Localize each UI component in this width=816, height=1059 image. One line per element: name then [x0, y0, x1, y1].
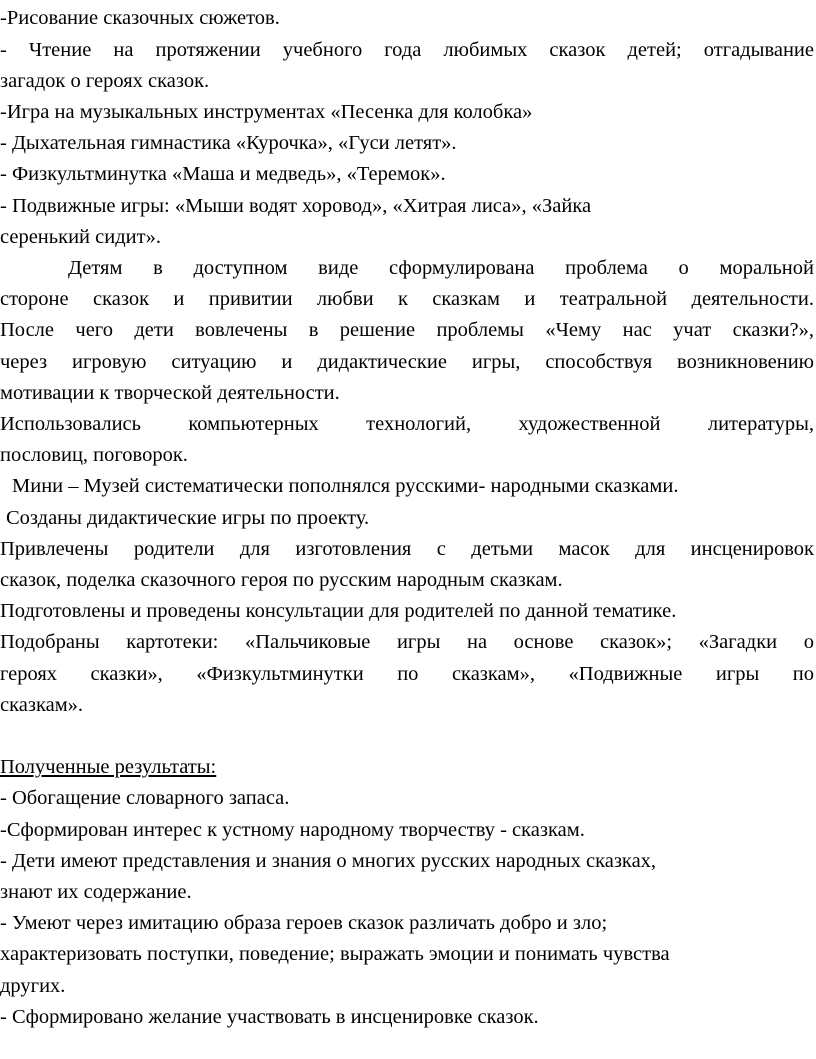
text-line: - Подвижные игры: «Мыши водят хоровод», «Хитрая лиса», «Зайка — [0, 195, 592, 217]
text-line: через игровую ситуацию и дидактические игры, способствуя возникновению — [0, 351, 814, 373]
text-line: характеризовать поступки, поведение; выражать эмоции и понимать чувства — [0, 943, 670, 965]
text-line: - Обогащение словарного запаса. — [0, 787, 290, 809]
text-line: других. — [0, 975, 66, 997]
text-line: Подобраны картотеки: «Пальчиковые игры на основе сказок»; «Загадки о — [0, 631, 814, 653]
text-line: героях сказки», «Физкультминутки по сказкам», «Подвижные игры по — [0, 663, 814, 685]
text-line: - Умеют через имитацию образа героев сказок различать добро и зло; — [0, 912, 608, 934]
text-line: знают их содержание. — [0, 881, 192, 903]
text-line: -Сформирован интерес к устному народному творчеству - сказкам. — [0, 819, 585, 841]
text-line: серенький сидит». — [0, 226, 161, 248]
text-line: загадок о героях сказок. — [0, 70, 210, 92]
text-line: - Дыхательная гимнастика «Курочка», «Гуси летят». — [0, 132, 457, 154]
text-line: Детям в доступном виде сформулирована проблема о моральной — [68, 257, 814, 279]
text-line: -Игра на музыкальных инструментах «Песенка для колобка» — [0, 101, 533, 123]
text-line: - Чтение на протяжении учебного года любимых сказок детей; отгадывание — [0, 39, 814, 61]
text-line: Подготовлены и проведены консультации для родителей по данной тематике. — [0, 600, 677, 622]
text-line: сказкам». — [0, 694, 84, 716]
text-line: мотивации к творческой деятельности. — [0, 382, 340, 404]
text-line: Использовались компьютерных технологий, художественной литературы, — [0, 413, 814, 435]
text-line: - Сформировано желание участвовать в инсценировке сказок. — [0, 1006, 539, 1028]
text-line: После чего дети вовлечены в решение проблемы «Чему нас учат сказки?», — [0, 319, 814, 341]
text-line: - Дети имеют представления и знания о многих русских народных сказках, — [0, 850, 657, 872]
text-line: стороне сказок и привитии любви к сказкам и театральной деятельности. — [0, 288, 814, 310]
text-line: сказок, поделка сказочного героя по русским народным сказкам. — [0, 569, 563, 591]
text-line: Мини – Музей систематически пополнялся русскими- народными сказками. — [12, 475, 679, 497]
text-line: Созданы дидактические игры по проекту. — [6, 507, 370, 529]
text-line: -Рисование сказочных сюжетов. — [0, 7, 280, 29]
results-heading: Полученные результаты: — [0, 756, 217, 778]
text-line: - Физкультминутка «Маша и медведь», «Теремок». — [0, 163, 446, 185]
text-line: пословиц, поговорок. — [0, 444, 188, 466]
text-line: Привлечены родители для изготовления с детьми масок для инсценировок — [0, 538, 814, 560]
